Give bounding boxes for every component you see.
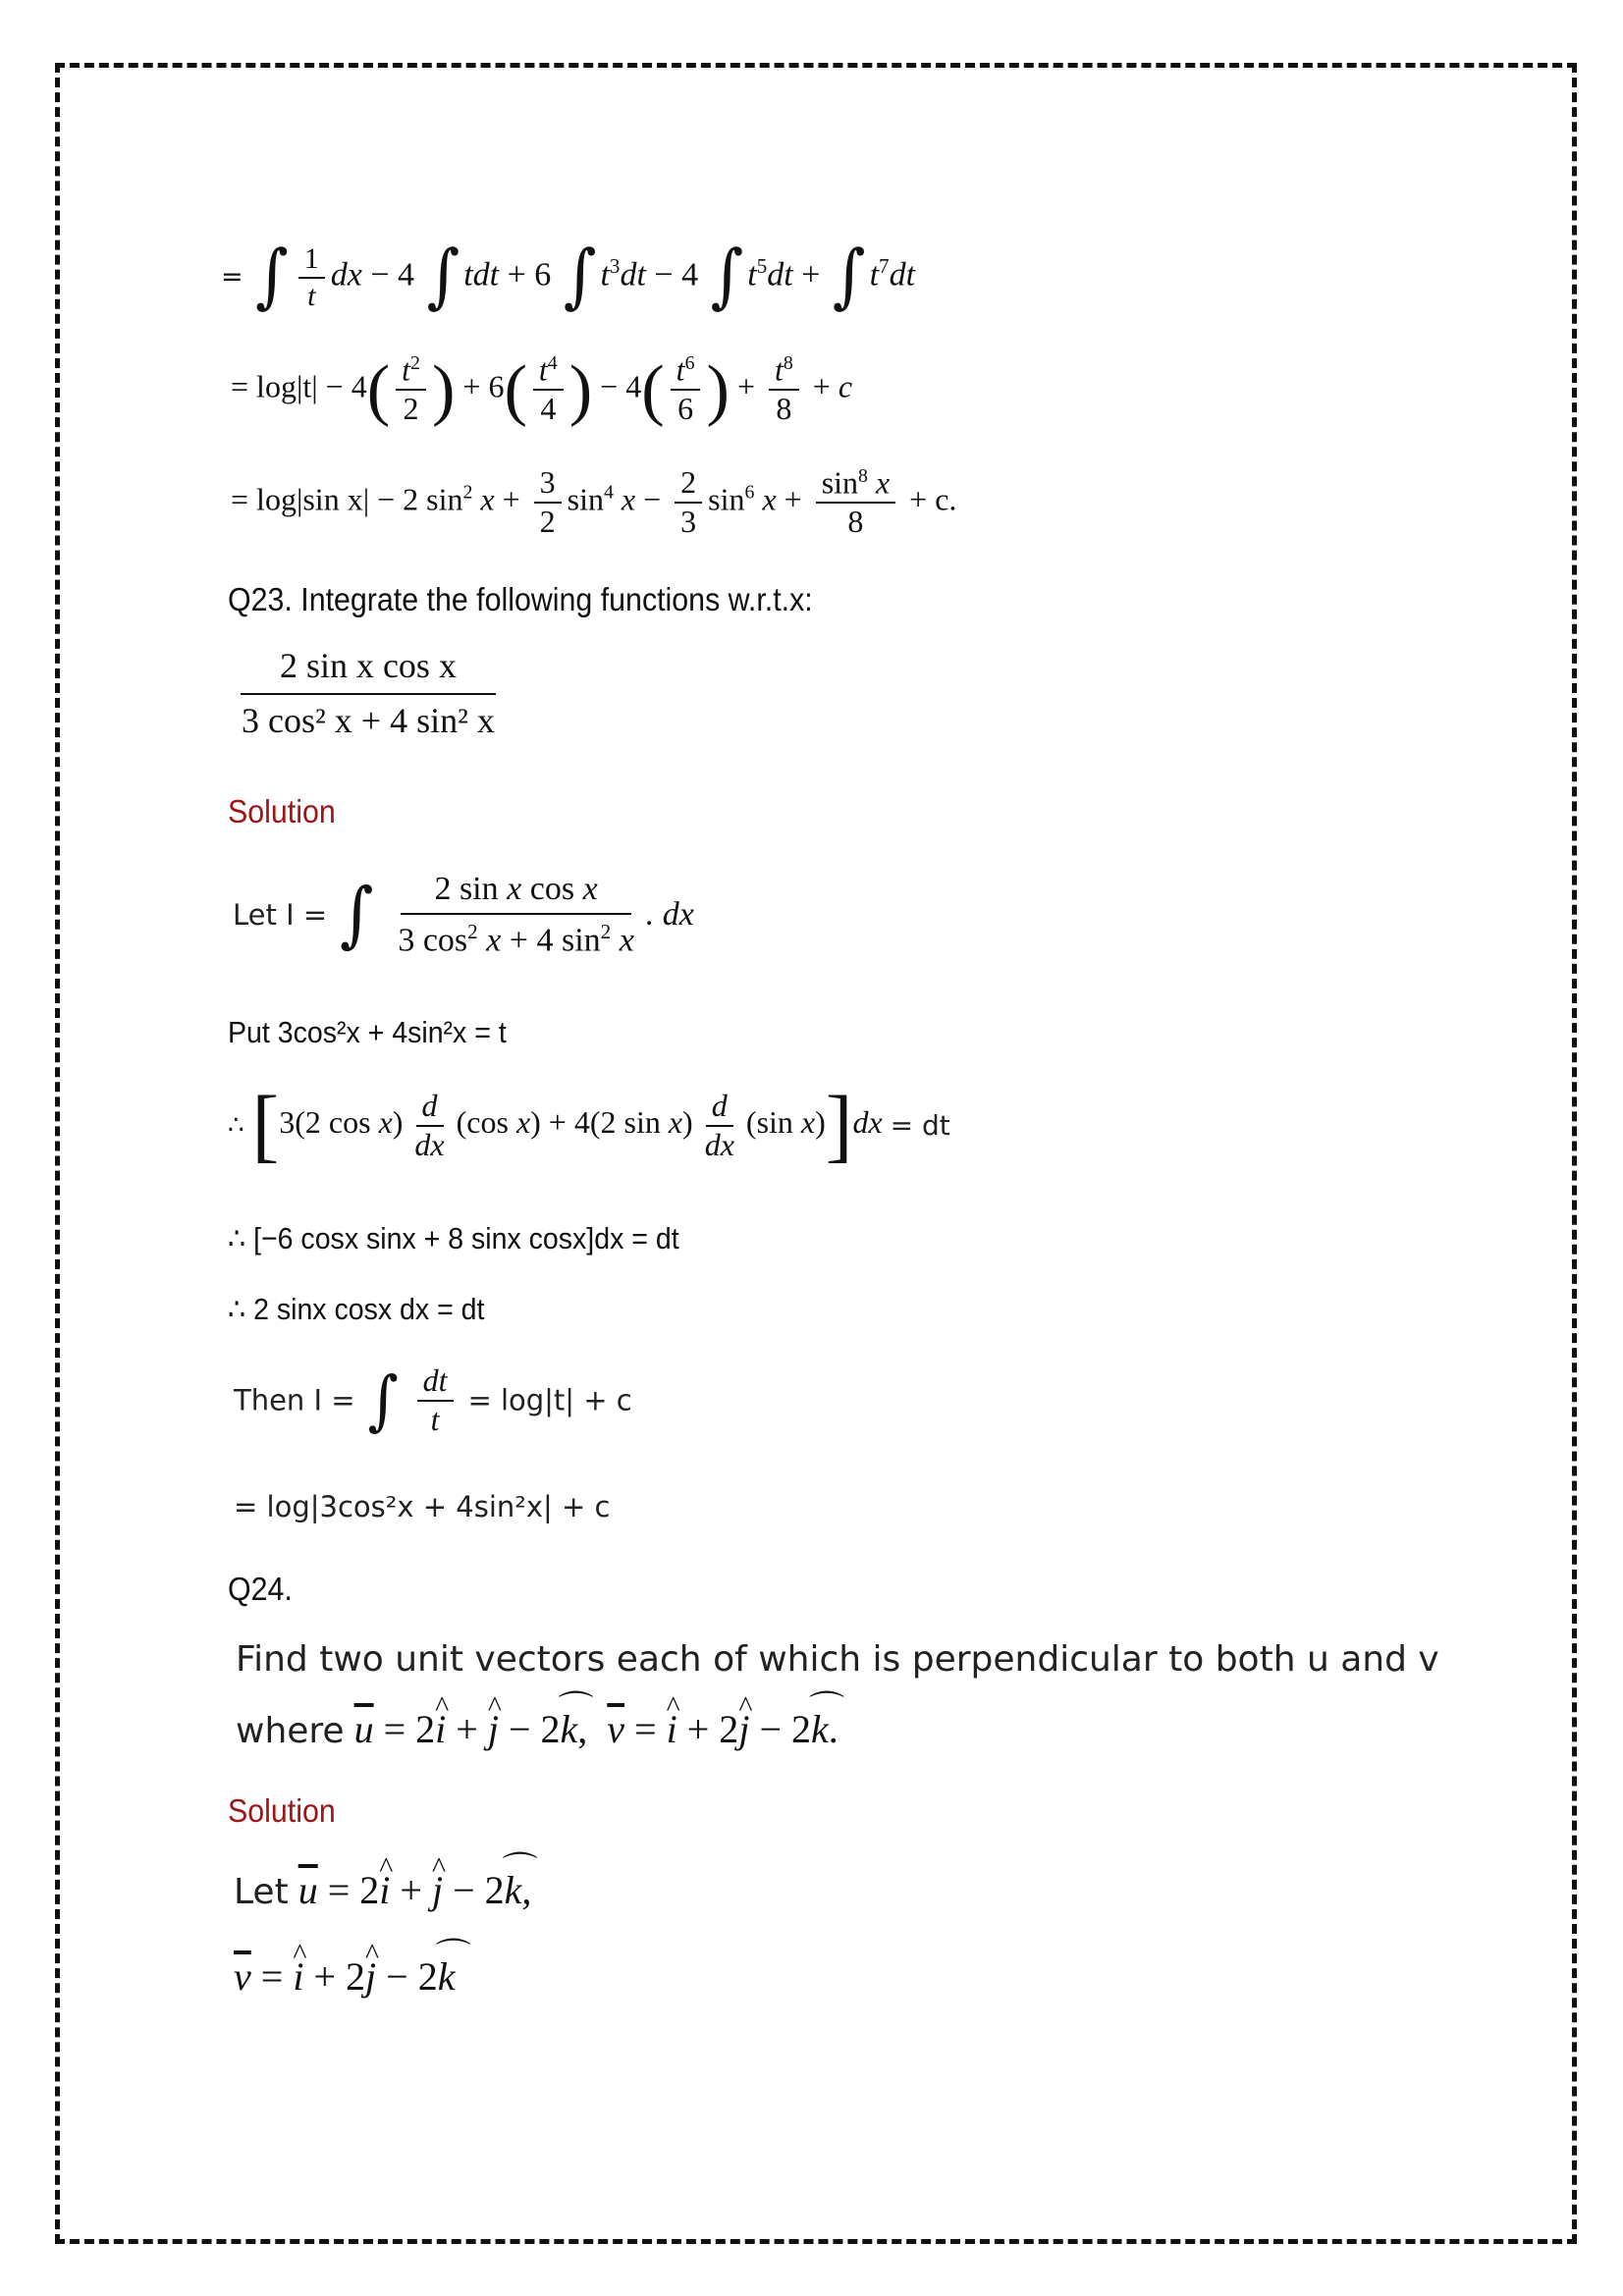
then-rhs: = log|t| + c bbox=[467, 1383, 632, 1417]
dx-term: . dx bbox=[645, 895, 694, 933]
simplified-step: ∴ [−6 cosx sinx + 8 sinx cosx]dx = dt bbox=[228, 1221, 679, 1255]
put-substitution: Put 3cos²x + 4sin²x = t bbox=[228, 1015, 507, 1049]
constant-tail: + c. bbox=[909, 481, 957, 517]
q23-numerator: 2 sin x cos x bbox=[241, 648, 496, 695]
then-i-line: Then I = ∫ $\frac{dt}{t}$ = log|t| + c bbox=[234, 1362, 632, 1439]
q24-question-line2: where $\overline{u}$ = 2^ i + ^ j − 2⌒ k, $\overline{v}$ = ^ i + 2^ j − 2⌒ k. bbox=[236, 1706, 839, 1752]
let-i-label: Let I = bbox=[233, 897, 328, 932]
integral-expansion-line: = ∫ $\frac{1}{t}$ dx − 4 ∫ tdt + 6 ∫ $t^3dt - 4$ ∫ $t^5dt$ + ∫ $t^7dt$ bbox=[221, 236, 916, 318]
q23-expression bbox=[236, 648, 501, 740]
dt-rhs: = dt bbox=[890, 1109, 950, 1143]
final-result: = log|3cos²x + 4sin²x| + c bbox=[234, 1490, 611, 1523]
substituted-result-line: = log|sin x| − 2 $\sin^2 x$ + $\frac{3}{2}$ $\sin^4 x$ − $\frac{2}{3}$ $\sin^6 x$ + $\frac{\sin^8 x}{8}$ + c. bbox=[231, 464, 957, 540]
q24-heading: Q24. bbox=[228, 1571, 293, 1607]
derivative-line: ∴ [3(2 cos x) $\frac{d}{dx}$ (cos x) + 4(2 sin x) $\frac{d}{dx}$ (sin x)]dx = dt bbox=[228, 1080, 950, 1171]
reduced-step: ∴ 2 sinx cosx dx = dt bbox=[228, 1292, 485, 1326]
q23-solution-label: Solution bbox=[228, 793, 336, 829]
then-i-label: Then I = bbox=[234, 1383, 355, 1417]
let-i-line: Let I = ∫ $\frac{\text{2 sin x cos x}}{3 \cos^2 x + 4 \sin^2 x}$ . dx bbox=[233, 871, 694, 959]
q23-heading: Q23. Integrate the following functions w.r.t.x: bbox=[228, 581, 813, 617]
let-label: Let bbox=[234, 1872, 289, 1912]
where-label: where bbox=[236, 1711, 345, 1751]
integrated-terms-line: = log|t| − 4( $\frac{t^2}{2}$ ) + 6( $\frac{t^4}{4}$ ) − 4( $\frac{t^6}{6}$ ) + $\frac{t^8}{8}$ + c bbox=[231, 350, 853, 428]
q23-denominator: 3 cos² x + 4 sin² x bbox=[242, 700, 495, 740]
q24-solution-label: Solution bbox=[228, 1792, 336, 1829]
let-u-line: Let $\overline{u}$ = 2^ i + ^ j − 2⌒ k, bbox=[234, 1867, 531, 1913]
equals-sign: = bbox=[221, 261, 243, 293]
q24-question-line1: Find two unit vectors each of which is perpendicular to both u and v bbox=[236, 1639, 1439, 1680]
log-t-prefix: = log|t| − 4 bbox=[231, 368, 367, 404]
log-sin-prefix: = log|sin x| − 2 sin bbox=[231, 481, 463, 517]
v-definition-line: $\overline{v}$ = ^ i + 2^ j − 2⌒ k bbox=[234, 1953, 455, 2000]
